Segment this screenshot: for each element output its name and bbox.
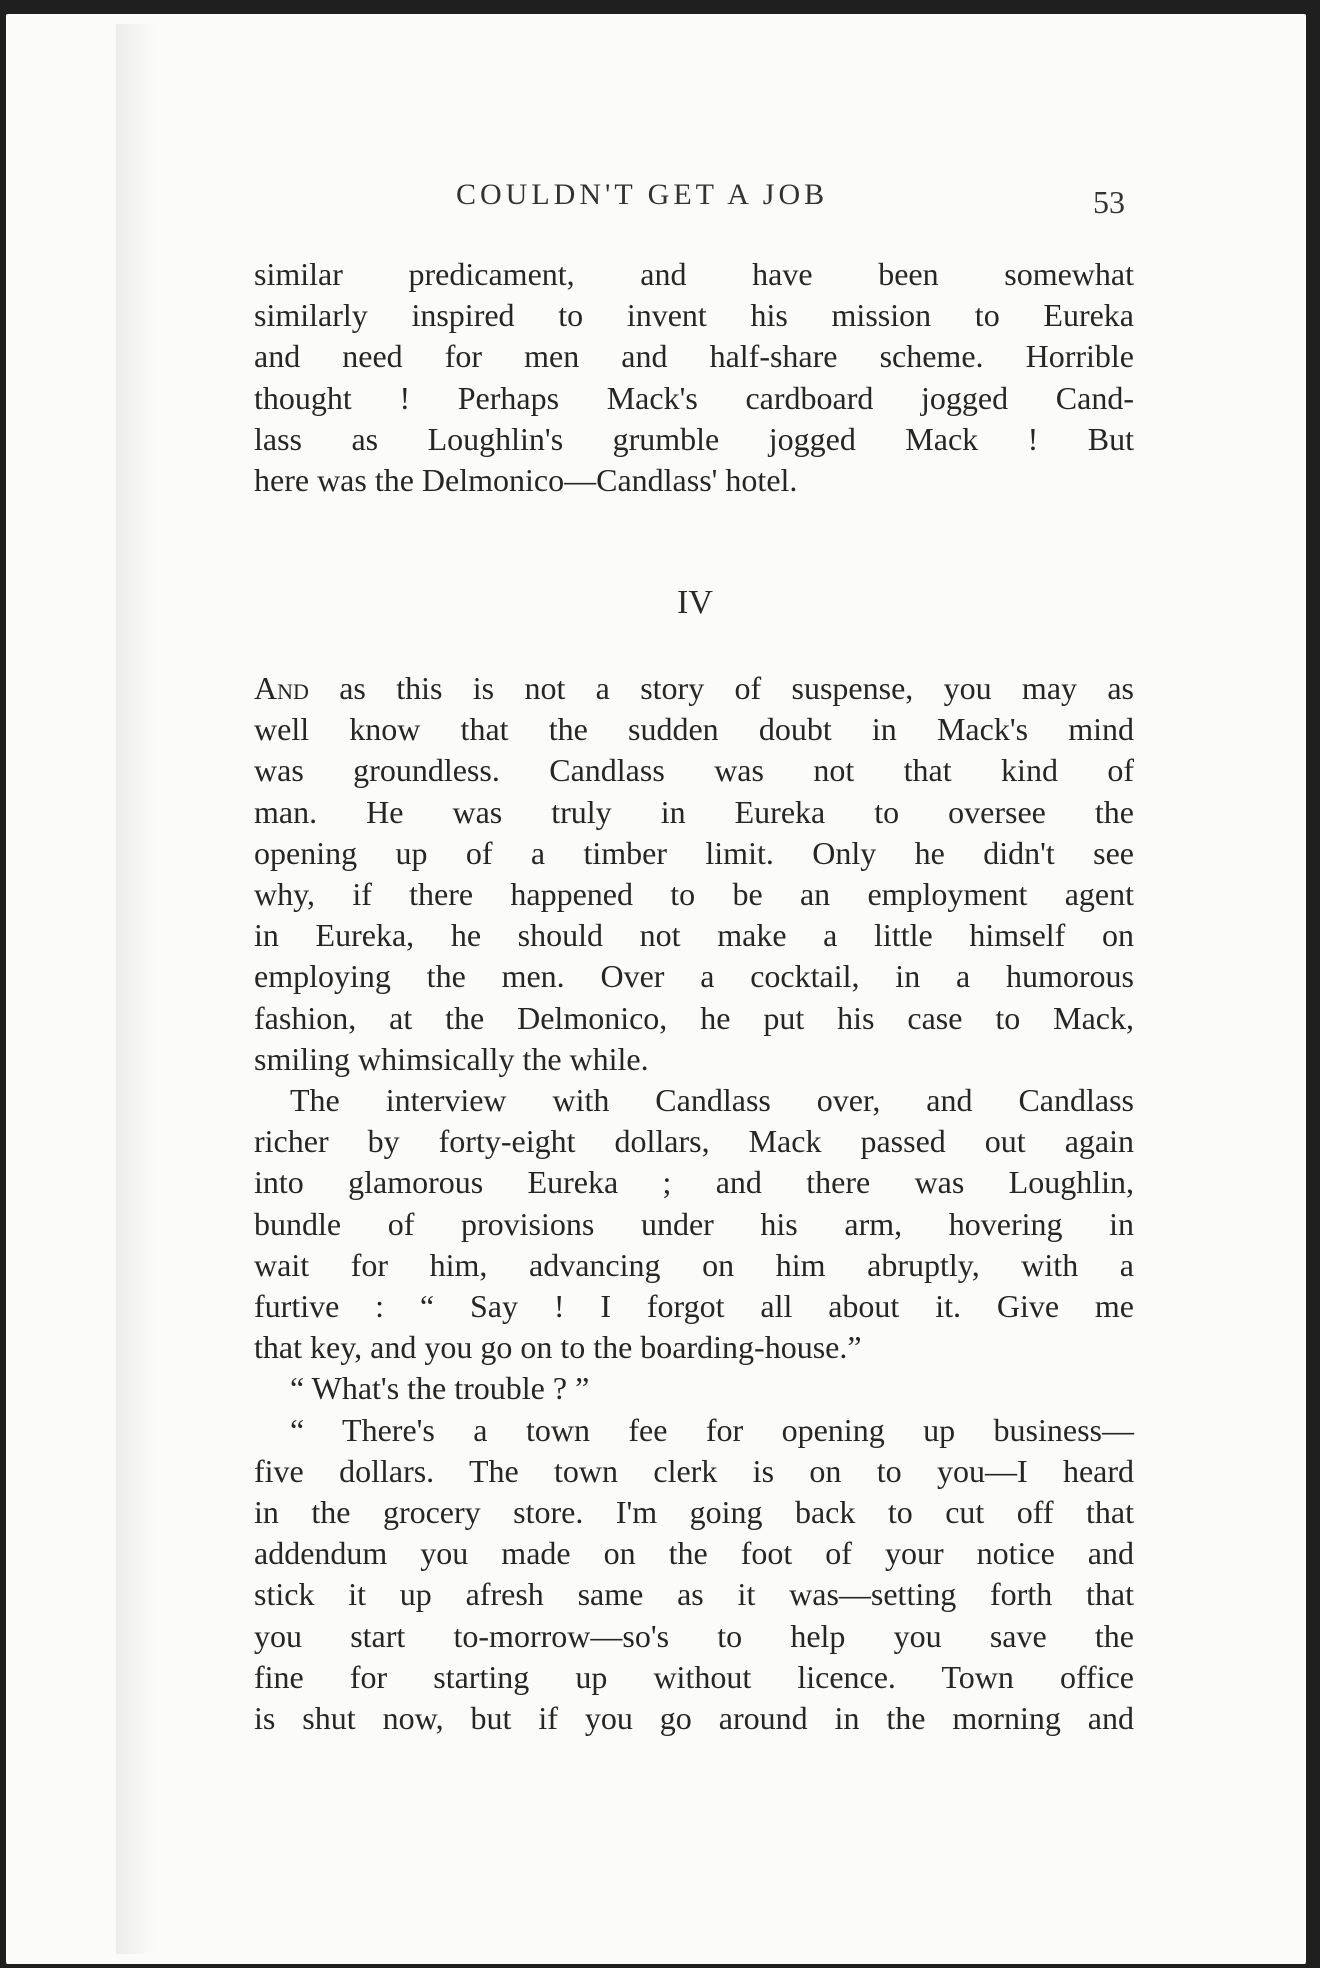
text-line: is shut now, but if you go around in the morning and xyxy=(254,1700,1134,1737)
text-line: in the grocery store. I'm going back to cut off that xyxy=(254,1494,1134,1531)
text-line: five dollars. The town clerk is on to you—I heard xyxy=(254,1452,1134,1489)
page-number: 53 xyxy=(1093,184,1125,220)
page-gutter-shadow xyxy=(116,24,156,1954)
text-line: was groundless. Candlass was not that kind of xyxy=(254,752,1134,789)
text-line: similar predicament, and have been somewhat xyxy=(254,256,1134,292)
text-line: that key, and you go on to the boarding-house.” xyxy=(254,1329,862,1366)
text-line: and need for men and half-share scheme. Horrible xyxy=(254,338,1134,375)
text-line: similarly inspired to invent his mission to Eureka xyxy=(254,297,1134,334)
text-line: opening up of a timber limit. Only he didn't see xyxy=(254,834,1134,871)
text-line: why, if there happened to be an employment agent xyxy=(254,876,1134,913)
text-line: man. He was truly in Eureka to oversee the xyxy=(254,793,1134,830)
text-line: richer by forty-eight dollars, Mack passed out again xyxy=(254,1123,1134,1160)
text-line xyxy=(254,668,1134,709)
text-line: “ There's a town fee for opening up business— xyxy=(290,1411,1134,1448)
text-line: furtive : “ Say ! I forgot all about it. Give me xyxy=(254,1288,1134,1325)
paragraph-continued xyxy=(254,254,1134,501)
text-line: fine for starting up without licence. Town office xyxy=(254,1658,1134,1695)
text-line: wait for him, advancing on him abruptly, with a xyxy=(254,1246,1134,1283)
text-line: into glamorous Eureka ; and there was Loughlin, xyxy=(254,1164,1134,1201)
text-line: lass as Loughlin's grumble jogged Mack ! But xyxy=(254,420,1134,457)
text-line: employing the men. Over a cocktail, in a humorous xyxy=(254,958,1134,995)
text-line: you start to-morrow—so's to help you save the xyxy=(254,1617,1134,1654)
text-fragment: as this is not a story of suspense, you may as xyxy=(308,670,1134,706)
text-line: addendum you made on the foot of your notice and xyxy=(254,1535,1134,1572)
text-line: here was the Delmonico—Candlass' hotel. xyxy=(254,462,798,499)
text-line: thought ! Perhaps Mack's cardboard jogged Cand- xyxy=(254,379,1134,416)
text-line: well know that the sudden doubt in Mack's mind xyxy=(254,711,1134,748)
paragraph-section-opening xyxy=(254,668,1134,1739)
text-line: The interview with Candlass over, and Candlass xyxy=(290,1082,1134,1119)
text-line: stick it up afresh same as it was—setting forth that xyxy=(254,1576,1134,1613)
text-line: in Eureka, he should not make a little himself on xyxy=(254,917,1134,954)
text-line: “ What's the trouble ? ” xyxy=(290,1370,590,1407)
section-heading: IV xyxy=(677,584,713,621)
text-line: smiling whimsically the while. xyxy=(254,1040,649,1077)
lead-in-word: And xyxy=(254,670,309,706)
text-line: bundle of provisions under his arm, hovering in xyxy=(254,1205,1134,1242)
text-line: fashion, at the Delmonico, he put his case to Mack, xyxy=(254,999,1134,1036)
running-head: COULDN'T GET A JOB xyxy=(456,178,829,211)
